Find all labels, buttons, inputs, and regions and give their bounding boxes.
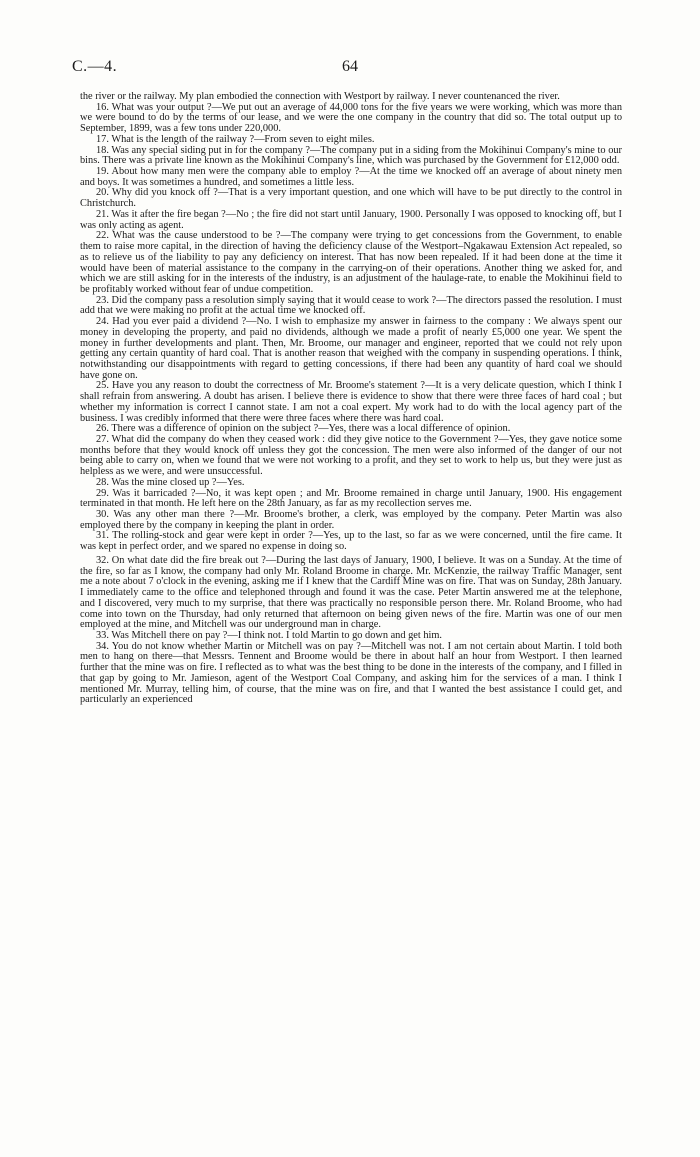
paragraph-q34: 34. You do not know whether Martin or Mitchell was on pay ?—Mitchell was not. I am not certain about Martin. I told both men to hang on there—that Messrs. Tennent and Broome would be there in about half an hour from Westport. I then learned further that the mine was on fire. I reflected as to what was the best thing to be done in the interests of the company, and I filled in that gap by going to Mr. Jamieson, agent of the Westport Coal Company, and asking him for the services of a man. I think I mentioned Mr. Murray, telling him, of course, that the mine was on fire, and that I wanted the best assistance I could get, and particularly an experienced	[80, 640, 622, 706]
page-header	[72, 58, 628, 80]
paragraph-q33: 33. Was Mitchell there on pay ?—I think not. I told Martin to go down and get him.	[96, 629, 443, 641]
paragraph-q27: 27. What did the company do when they ceased work : did they give notice to the Government ?—Yes, they gave notice some months before that they would knock off unless they got the concession. The men were also informed of the danger of our not being able to carry on, when we found that we were not working to a profit, and they set to work to help us, but they were just as helpless as we were, and were unsuccessful.	[80, 434, 622, 478]
paragraph-q31: 31. The rolling-stock and gear were kept in order ?—Yes, up to the last, so far as we were concerned, until the fire came. It was kept in perfect order, and we spared no expense in doing so.	[80, 530, 622, 553]
page-number: 64	[342, 58, 358, 75]
paragraph-q24: 24. Had you ever paid a dividend ?—No. I wish to emphasize my answer in fairness to the company : We always spent our money in developing the property, and paid no dividends, although we made a profit of nearly £5,000 one year. We spent the money in further developments and plant. Then, Mr. Broome, our manager and engineer, reported that we could not rely upon getting any certain quantity of hard coal. That is another reason that weighed with the company in suspending operations. I think, notwithstanding our disappointments with regard to getting concessions, if there had been any quantity of hard coal we should have gone on.	[80, 316, 622, 381]
paragraph-q17: 17. What is the length of the railway ?—From seven to eight miles.	[96, 133, 375, 145]
paragraph-q25: 25. Have you any reason to doubt the correctness of Mr. Broome's statement ?—It is a very delicate question, which I think I shall refrain from answering. A doubt has arisen. I believe there is evidence to show that there were three faces of hard coal ; but whether my information is correct I cannot state. I am not a coal expert. My work had to do with the local agency part of the business. I was credibly informed that there were three faces where there was hard coal.	[80, 380, 622, 424]
paragraph-q20: 20. Why did you knock off ?—That is a very important question, and one which will have to be put directly to the control in Christchurch.	[80, 187, 622, 210]
paragraph-q19: 19. About how many men were the company able to employ ?—At the time we knocked off an average of about ninety men and boys. It was sometimes a hundred, and sometimes a little less.	[80, 166, 622, 188]
paragraph-q28: 28. Was the mine closed up ?—Yes.	[96, 476, 245, 488]
body-text	[80, 92, 622, 706]
paragraph-q23: 23. Did the company pass a resolution simply saying that it would cease to work ?—The directors passed the resolution. I must add that we were making no profit at the actual time we knocked off.	[80, 294, 622, 317]
paragraph-continuation: the river or the railway. My plan embodied the connection with Westport by railway. I never countenanced the river.	[80, 91, 560, 102]
paragraph-q22: 22. What was the cause understood to be ?—The company were trying to get concessions from the Government, to enable them to raise more capital, in the direction of having the deficiency clause of the Westport–Ngakawau Extension Act repealed, so as to relieve us of the liability to pay any deficiency on interest. That has now been repealed. If it had been done at the time it would have been of material assistance to the company in the carrying-on of their operations. Another thing we asked for, and which we are still asking for in the interests of the industry, is an adjustment of the haulage-rate, to enable the Mokihinui field to be profitably worked without fear of undue competition.	[80, 230, 622, 295]
paragraph-q16: 16. What was your output ?—We put out an average of 44,000 tons for the five years we were working, which was more than we were bound to do by the terms of our lease, and we were the one company in the country that did so. The total output up to September, 1899, was a few tons under 220,000.	[80, 101, 622, 135]
paragraph-q29: 29. Was it barricaded ?—No, it was kept open ; and Mr. Broome remained in charge until January, 1900. His engagement terminated in that month. He left here on the 28th January, as far as my recollection serves me.	[80, 487, 622, 510]
paragraph-q32: 32. On what date did the fire break out ?—During the last days of January, 1900, I believe. It was on a Sunday. At the time of the fire, so far as I know, the company had only Mr. Roland Broome in charge. Mr. McKenzie, the railway Traffic Manager, sent me a note about 7 o'clock in the evening, asking me if I knew that the Cardiff Mine was on fire. That was on Sunday, 28th January. I immediately came to the office and telephoned through and found it was the case. Peter Martin answered me at the telephone, and I discovered, very much to my surprise, that there was practically no responsible person there. Mr. Roland Broome, who had come into town on the Thursday, had only returned that afternoon on being given news of the fire. Martin was one of our men employed at the mine, and Mitchell was our underground man in charge.	[80, 554, 622, 631]
paragraph-q26: 26. There was a difference of opinion on the subject ?—Yes, there was a local difference of opinion.	[96, 423, 511, 435]
paragraph-q30: 30. Was any other man there ?—Mr. Broome's brother, a clerk, was employed by the company. Peter Martin was also employed there by the company in keeping the plant in order.	[80, 509, 622, 531]
paragraph-q18: 18. Was any special siding put in for the company ?—The company put in a siding from the Mokihinui Company's mine to our bins. There was a private line known as the Mokihinui Company's line, which was purchased by the Government for £12,000 odd.	[80, 144, 622, 167]
document-reference: C.—4.	[72, 58, 118, 75]
paragraph-q21: 21. Was it after the fire began ?—No ; the fire did not start until January, 1900. Personally I was opposed to knocking off, but I was only acting as agent.	[80, 208, 622, 231]
